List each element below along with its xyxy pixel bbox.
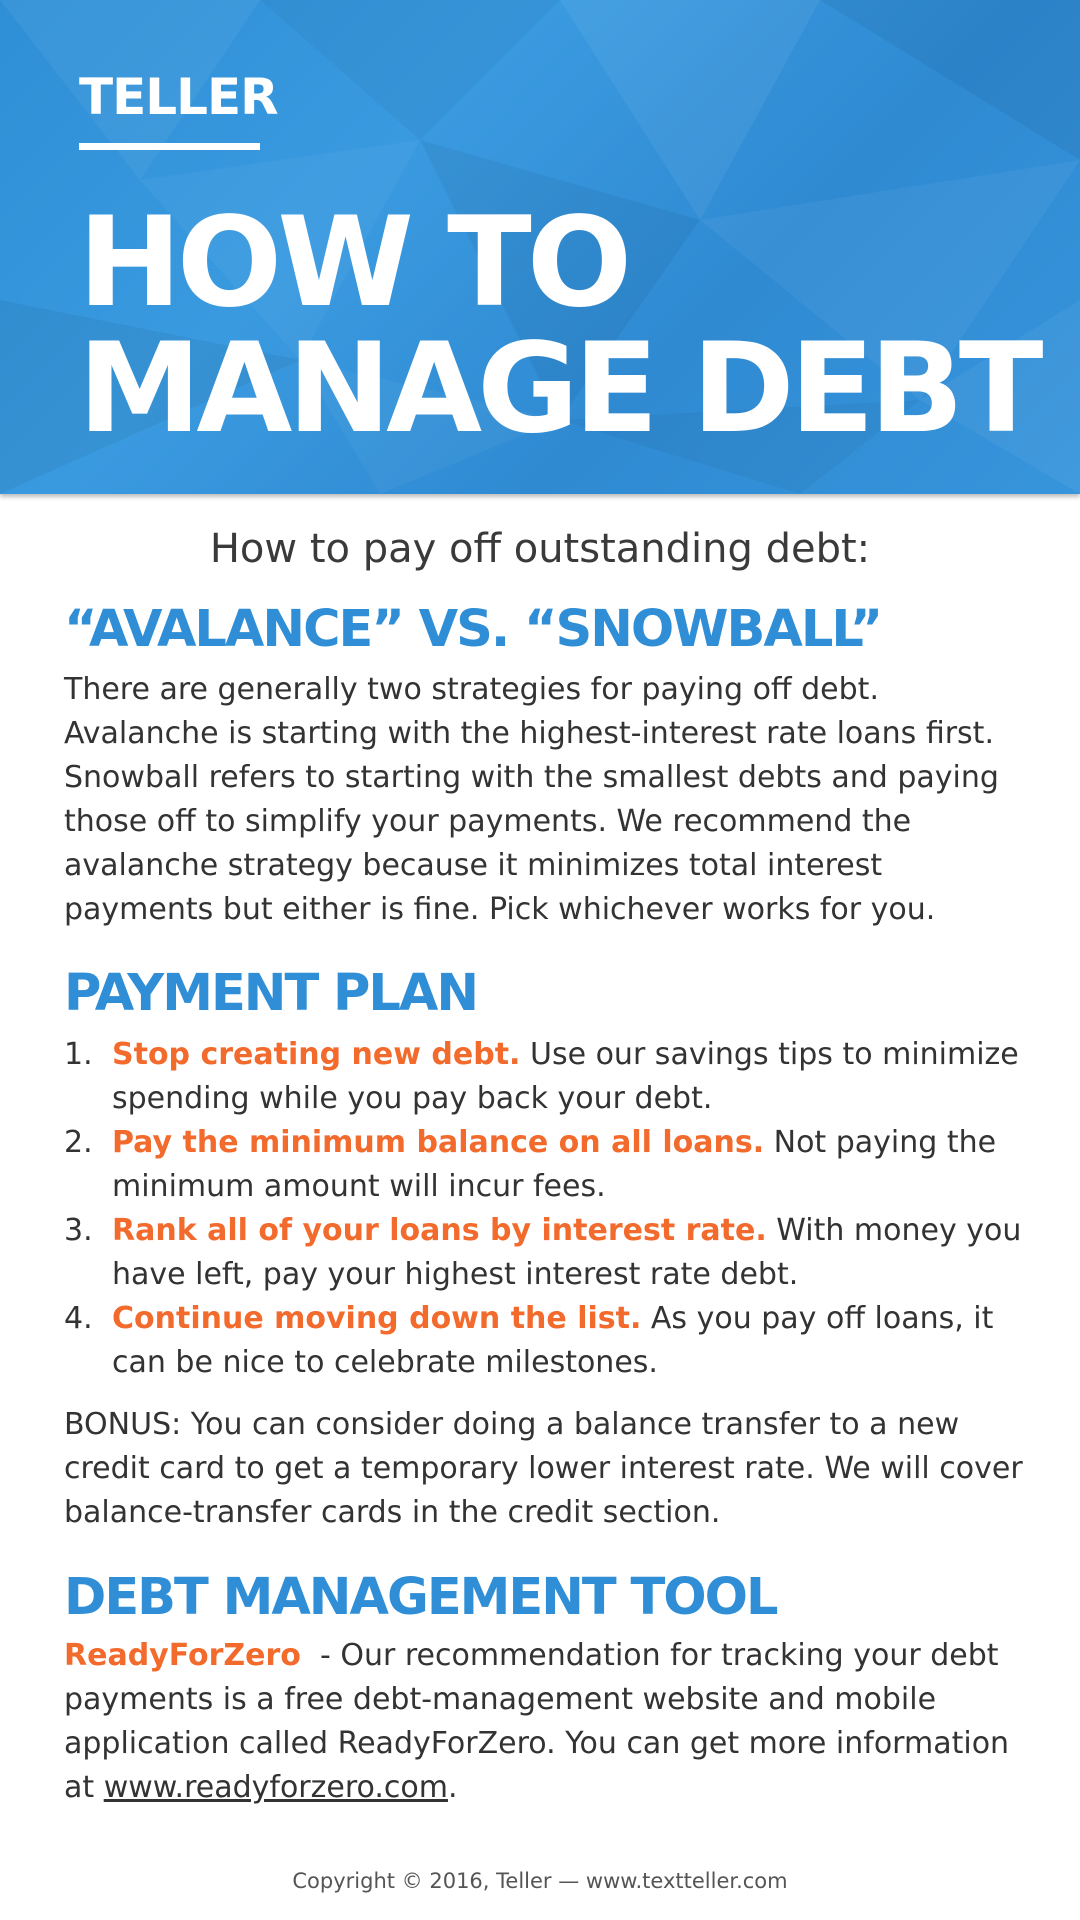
readyforzero-link[interactable]: www.readyforzero.com (103, 1770, 448, 1805)
header-banner (0, 0, 1080, 494)
page-subtitle: How to pay off outstanding debt: (209, 526, 871, 572)
list-item-highlight: Pay the minimum balance on all loans. (112, 1125, 765, 1160)
strategies-paragraph (64, 668, 1024, 932)
list-item-text: Not paying the minimum amount will incur fees. (112, 1125, 997, 1204)
section-heading-debt-tool: DEBT MANAGEMENT TOOL (64, 1568, 777, 1627)
section-heading-strategies: “AVALANCE” VS. “SNOWBALL” (64, 600, 882, 659)
list-item-highlight: Rank all of your loans by interest rate. (112, 1213, 767, 1248)
page-title (78, 191, 1039, 461)
copyright-footer: Copyright © 2016, Teller — www.textteller.com (292, 1869, 788, 1893)
list-item-highlight: Continue moving down the list. (112, 1301, 642, 1336)
list-item (64, 1209, 1024, 1297)
page-title-line1: HOW TO (78, 191, 628, 335)
list-item (64, 1121, 1024, 1209)
list-number: 1. (64, 1037, 93, 1072)
list-number: 4. (64, 1301, 93, 1336)
tool-name-link[interactable]: ReadyForZero (64, 1638, 301, 1673)
strategies-text: There are generally two strategies for paying off debt. Avalanche is starting with the highest-interest rate loans first. Snowball refers to starting with the smallest debts and paying those off to simplify your payments. We recommend the avalanche strategy because it minimizes total interest payments but either is fine. Pick whichever works for you. (64, 672, 999, 927)
bonus-text: BONUS: You can consider doing a balance transfer to a new credit card to get a temporary lower interest rate. We will cover balance-transfer cards in the credit section. (64, 1407, 1023, 1530)
bonus-paragraph (64, 1403, 1024, 1535)
list-number: 2. (64, 1125, 93, 1160)
debt-tool-description: - Our recommendation for tracking your debt payments is a free debt-management website and mobile application called ReadyForZero. You can get more information at (64, 1638, 1019, 1805)
list-item (64, 1297, 1024, 1385)
brand-underline (79, 143, 260, 150)
debt-tool-period: . (447, 1770, 458, 1805)
list-item-text: Use our savings tips to minimize spending while you pay back your debt. (112, 1037, 1019, 1116)
section-heading-payment-plan: PAYMENT PLAN (64, 964, 478, 1023)
list-item-text: With money you have left, pay your highest interest rate debt. (112, 1213, 1022, 1292)
list-number: 3. (64, 1213, 93, 1248)
list-item (64, 1033, 1024, 1121)
page-title-line2: MANAGE DEBT (78, 317, 1039, 461)
payment-plan-list (64, 1033, 1024, 1385)
debt-tool-paragraph (64, 1634, 1024, 1810)
list-item-highlight: Stop creating new debt. (112, 1037, 521, 1072)
debt-tool-text (64, 1634, 1024, 1810)
list-item-text: As you pay off loans, it can be nice to celebrate milestones. (112, 1301, 994, 1380)
brand-logo: TELLER (79, 68, 278, 126)
